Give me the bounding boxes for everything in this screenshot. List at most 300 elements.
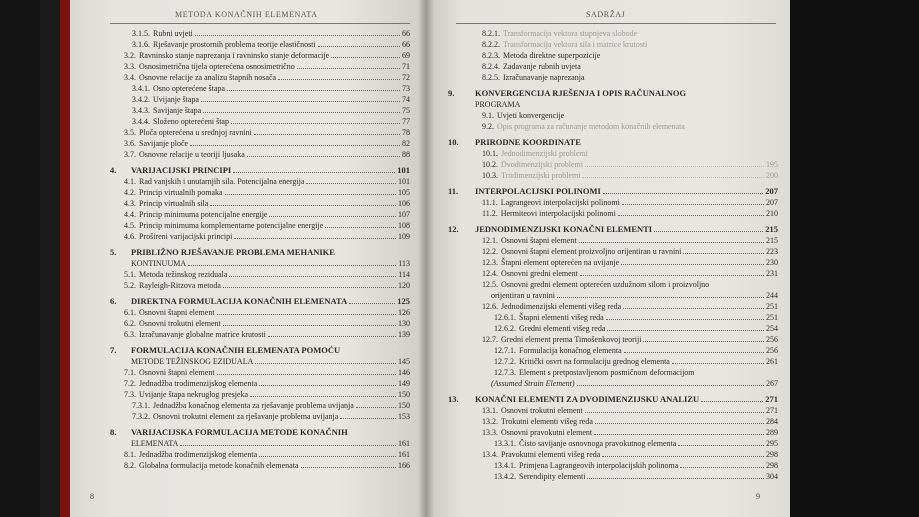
dot-leader <box>602 456 764 457</box>
header-rule <box>456 23 776 24</box>
toc-entry-number: 4.4. <box>124 210 136 219</box>
toc-entry-number: 12.7.1. <box>494 346 516 355</box>
toc-entry <box>448 28 778 39</box>
table-of-contents <box>448 28 778 482</box>
toc-entry-number: 8.2.5. <box>482 73 500 82</box>
toc-entry-number: 9.1. <box>482 111 494 120</box>
toc-entry-title: KONTINUUMA <box>131 259 187 268</box>
toc-entry-title: Hermiteovi interpolacijski polinomi <box>500 209 616 218</box>
dot-leader <box>349 303 395 304</box>
toc-entry-page: 251 <box>766 313 778 322</box>
toc-entry <box>448 197 778 208</box>
toc-entry-title: Jednadžba konačnog elementa za rješavanje problema uvijanja <box>153 401 354 410</box>
dot-leader <box>621 264 764 265</box>
toc-entry <box>110 61 410 72</box>
toc-entry-title: Globalna formulacija metode konačnih elemenata <box>139 461 299 470</box>
dot-leader <box>259 456 396 457</box>
toc-entry-title: PRIRODNE KOORDINATE <box>475 137 581 147</box>
right-page <box>426 0 790 517</box>
toc-entry-title: METODE TEŽINSKOG EZIDUALA <box>131 357 254 366</box>
toc-entry-number: 3.3. <box>124 62 136 71</box>
toc-entry-title: Osnovni štapni element proizvoljno orijentiran u ravnini <box>501 247 682 256</box>
toc-entry-number: 13.4. <box>482 450 498 459</box>
toc-entry-number: 11. <box>448 186 459 196</box>
dot-leader <box>195 35 400 36</box>
dot-leader <box>268 336 396 337</box>
toc-entry-title: Primjena Lagrangeovih interpolacijskih polinoma <box>519 461 679 470</box>
toc-entry-title: Osno opterećene štapa <box>153 84 225 93</box>
toc-entry-page: 150 <box>398 390 410 399</box>
toc-entry-title: Trokutni elementi višeg reda <box>501 417 593 426</box>
toc-entry <box>110 296 410 307</box>
toc-entry-number: 12.4. <box>482 269 498 278</box>
toc-entry-page: 120 <box>398 281 410 290</box>
toc-entry <box>448 301 778 312</box>
toc-entry <box>448 88 778 99</box>
dot-leader <box>582 177 764 178</box>
toc-entry <box>110 187 410 198</box>
toc-entry-title: Gredni element prema Timošenkovoj teoriji <box>501 335 642 344</box>
toc-entry-title: Pravokutni elementi višeg reda <box>501 450 601 459</box>
dot-leader <box>579 242 764 243</box>
toc-entry-page: 210 <box>766 209 778 218</box>
toc-entry-number: 6.1. <box>124 308 136 317</box>
dot-leader <box>217 314 396 315</box>
toc-entry <box>110 138 410 149</box>
toc-entry <box>448 268 778 279</box>
toc-entry-title: Element s pretpostavljenom posmičnom deformacijom <box>519 368 695 377</box>
toc-entry <box>448 378 778 389</box>
background-right <box>789 0 919 517</box>
toc-entry-title: INTERPOLACIJSKI POLINOMI <box>475 186 601 196</box>
toc-entry-page: 271 <box>766 406 778 415</box>
toc-entry-number: 3.7. <box>124 150 136 159</box>
toc-entry-number: 4.1. <box>124 177 136 186</box>
background-left <box>0 0 40 517</box>
toc-entry-page: 256 <box>766 335 778 344</box>
toc-entry-title: Osnovni trokutni element za rješavanje problema uvijanja <box>153 412 339 421</box>
dot-leader <box>701 401 763 402</box>
toc-entry <box>448 208 778 219</box>
toc-entry-number: 11.1. <box>482 198 498 207</box>
page-number: 9 <box>756 492 760 501</box>
toc-entry-title: Uvijanje štapa <box>153 95 199 104</box>
toc-entry <box>448 148 778 159</box>
toc-entry-number: 4.5. <box>124 221 136 230</box>
dot-leader <box>255 363 396 364</box>
toc-entry-number: 12.6. <box>482 302 498 311</box>
toc-entry-number: 13.3.1. <box>494 439 516 448</box>
toc-entry-title: Jednodimenzijski problemi <box>501 149 588 158</box>
toc-entry <box>448 460 778 471</box>
toc-entry-number: 3.4.4. <box>132 117 150 126</box>
toc-entry <box>448 72 778 83</box>
toc-entry-page: 195 <box>766 160 778 169</box>
running-header: SADRŽAJ <box>586 10 626 19</box>
toc-entry <box>110 198 410 209</box>
toc-entry <box>448 394 778 405</box>
toc-entry <box>110 411 410 422</box>
toc-entry-page: 251 <box>766 302 778 311</box>
running-header: METODA KONAČNIH ELEMENATA <box>175 10 318 19</box>
toc-entry-number: 12.6.1. <box>494 313 516 322</box>
toc-entry-page: 149 <box>398 379 410 388</box>
toc-entry-page: 298 <box>766 450 778 459</box>
toc-entry <box>110 165 410 176</box>
toc-entry-number: 12. <box>448 224 459 234</box>
toc-entry-title: Transformacija vektora stupnjeva slobode <box>503 29 638 38</box>
toc-entry-page: 231 <box>766 269 778 278</box>
toc-entry-number: 13.3. <box>482 428 498 437</box>
toc-entry-title: Izračunavanje naprezanja <box>503 73 585 82</box>
toc-entry-number: 7.3. <box>124 390 136 399</box>
dot-leader <box>259 385 396 386</box>
toc-entry-number: 7. <box>110 345 117 355</box>
toc-entry <box>110 127 410 138</box>
dot-leader <box>201 101 400 102</box>
toc-entry-number: 7.1. <box>124 368 136 377</box>
dot-leader <box>269 216 396 217</box>
dot-leader <box>356 407 396 408</box>
toc-entry <box>448 367 778 378</box>
toc-entry-number: 3.2. <box>124 51 136 60</box>
toc-entry-number: 3.4. <box>124 73 136 82</box>
toc-entry <box>110 280 410 291</box>
toc-entry-title: Princip minimuma potencijalne energije <box>139 210 268 219</box>
toc-entry-title: Osnovni pravokutni element <box>501 428 593 437</box>
toc-entry <box>110 231 410 242</box>
toc-entry-number: 4.3. <box>124 199 136 208</box>
dot-leader <box>624 352 764 353</box>
dot-leader <box>595 423 764 424</box>
toc-entry-title: Složeno opterećeni štap <box>153 117 229 126</box>
toc-entry <box>448 170 778 181</box>
toc-entry <box>110 176 410 187</box>
toc-entry-number: 13. <box>448 394 459 404</box>
toc-entry-number: 12.3. <box>482 258 498 267</box>
dot-leader <box>585 166 764 167</box>
toc-entry-page: 223 <box>766 247 778 256</box>
dot-leader <box>180 445 396 446</box>
toc-entry-title: Serendipity elementi <box>519 472 586 481</box>
toc-entry <box>110 356 410 367</box>
toc-entry <box>448 405 778 416</box>
toc-entry-page: 145 <box>398 357 410 366</box>
toc-entry-page: 105 <box>398 188 410 197</box>
toc-entry-page: 150 <box>398 401 410 410</box>
toc-entry-number: 12.6.2. <box>494 324 516 333</box>
toc-entry-title: Rubni uvjeti <box>153 29 193 38</box>
toc-entry-title: Čisto savijanje osnovnoga pravokutnog elementa <box>519 439 677 448</box>
toc-entry-number: 8.1. <box>124 450 136 459</box>
dot-leader <box>340 418 396 419</box>
toc-entry <box>110 149 410 160</box>
toc-entry-number: 10.1. <box>482 149 498 158</box>
toc-entry-title: Rad vanjskih i unutarnjih sila. Potencijalna energija <box>139 177 305 186</box>
toc-entry-number: 12.2. <box>482 247 498 256</box>
toc-entry <box>448 279 778 290</box>
toc-entry-page: 72 <box>402 73 410 82</box>
toc-entry-page: 161 <box>398 450 410 459</box>
toc-entry-page: 295 <box>766 439 778 448</box>
dot-leader <box>210 205 396 206</box>
book-gutter <box>418 0 434 517</box>
toc-entry <box>448 334 778 345</box>
toc-entry-title: Rayleigh-Ritzova metoda <box>139 281 221 290</box>
dot-leader <box>247 156 400 157</box>
dot-leader <box>622 204 764 205</box>
toc-entry-page: 298 <box>766 461 778 470</box>
toc-entry <box>110 389 410 400</box>
toc-entry <box>448 416 778 427</box>
toc-entry <box>448 235 778 246</box>
toc-entry-title: Transformacija vektora sila i matrice krutosti <box>503 40 648 49</box>
toc-entry-title: Štapni elementi višeg reda <box>519 313 604 322</box>
toc-entry <box>110 116 410 127</box>
toc-entry-title: Formulacija konačnog elementa <box>519 346 622 355</box>
toc-entry <box>110 50 410 61</box>
toc-entry-number: 12.5. <box>482 280 498 289</box>
dot-leader <box>254 134 400 135</box>
dot-leader <box>188 265 396 266</box>
dot-leader <box>607 330 764 331</box>
header-rule <box>110 23 410 24</box>
toc-entry <box>110 209 410 220</box>
toc-entry-number: 13.4.1. <box>494 461 516 470</box>
toc-entry-title: DIREKTNA FORMULACIJA KONAČNIH ELEMENATA <box>131 296 348 306</box>
toc-entry-title: Savijanje štapa <box>153 106 202 115</box>
toc-entry-number: 12.7.2. <box>494 357 516 366</box>
dot-leader <box>683 253 764 254</box>
toc-entry-page: 256 <box>766 346 778 355</box>
toc-entry-number: 3.4.1. <box>132 84 150 93</box>
dot-leader <box>603 193 763 194</box>
toc-entry-page: 109 <box>398 232 410 241</box>
toc-entry-title: Jednadžba trodimenzijskog elementa <box>139 379 258 388</box>
dot-leader <box>250 396 396 397</box>
toc-entry-title: VARIJACIJSKA FORMULACIJA METODE KONAČNIH <box>131 427 348 437</box>
toc-entry-title: JEDNODIMENZIJSKI KONAČNI ELEMENTI <box>475 224 653 234</box>
toc-entry-title: Osnosimetrična tijela opterećena osnosimetrično <box>139 62 295 71</box>
dot-leader <box>587 478 764 479</box>
toc-entry <box>110 39 410 50</box>
toc-entry-page: 106 <box>398 199 410 208</box>
toc-entry-page: 75 <box>402 106 410 115</box>
toc-entry-number: 3.6. <box>124 139 136 148</box>
toc-entry-page: 125 <box>397 296 410 306</box>
toc-entry-number: 8.2.3. <box>482 51 500 60</box>
toc-entry-title: Osnovni trokutni element <box>501 406 583 415</box>
toc-entry-title: Osnovne relacije u teoriji ljusaka <box>139 150 245 159</box>
toc-entry-page: 166 <box>398 461 410 470</box>
toc-entry <box>448 246 778 257</box>
toc-entry-title: Trodimenzijski problemi <box>501 171 581 180</box>
dot-leader <box>678 445 764 446</box>
toc-entry-title: Opis programa za računanje metodom konačnih elemenata <box>497 122 685 131</box>
dot-leader <box>594 434 764 435</box>
toc-entry-page: 82 <box>402 139 410 148</box>
toc-entry-title: (Assumed Strain Element) <box>491 379 575 388</box>
toc-entry-number: 3.4.2. <box>132 95 150 104</box>
toc-entry-number: 8. <box>110 427 117 437</box>
toc-entry-title: KONAČNI ELEMENTI ZA DVODIMENZIJSKU ANALIZU <box>475 394 700 404</box>
toc-entry-page: 161 <box>398 439 410 448</box>
toc-entry-page: 304 <box>766 472 778 481</box>
toc-entry <box>448 121 778 132</box>
toc-entry-number: 6. <box>110 296 117 306</box>
dot-leader <box>672 363 764 364</box>
toc-entry <box>110 105 410 116</box>
toc-entry-number: 8.2. <box>124 461 136 470</box>
toc-entry <box>110 83 410 94</box>
dot-leader <box>306 183 396 184</box>
toc-entry-page: 113 <box>398 259 410 268</box>
toc-entry-number: 12.7.3. <box>494 368 516 377</box>
toc-entry-number: 6.2. <box>124 319 136 328</box>
toc-entry <box>110 438 410 449</box>
toc-entry-number: 13.4.2. <box>494 472 516 481</box>
toc-entry-title: Izračunavanje globalne matrice krutosti <box>139 330 266 339</box>
toc-entry-page: 126 <box>398 308 410 317</box>
dot-leader <box>331 57 400 58</box>
toc-entry-page: 74 <box>402 95 410 104</box>
toc-entry <box>448 39 778 50</box>
toc-entry-title: orijentiran u ravnini <box>491 291 555 300</box>
toc-entry-title: PRIBLIŽNO RJEŠAVANJE PROBLEMA MEHANIKE <box>131 247 335 257</box>
toc-entry-number: 10.3. <box>482 171 498 180</box>
toc-entry <box>110 247 410 258</box>
toc-entry-page: 66 <box>402 29 410 38</box>
toc-entry-page: 153 <box>398 412 410 421</box>
toc-entry-page: 200 <box>766 171 778 180</box>
dot-leader <box>233 172 395 173</box>
toc-entry <box>448 61 778 72</box>
toc-entry-title: Uvijanje štapa nekruglog presjeka <box>139 390 249 399</box>
toc-entry-title: Jednodimenzijski elementi višeg reda <box>501 302 622 311</box>
left-page <box>70 0 426 517</box>
toc-entry-title: Princip minimuma komplementarne potencijalne energije <box>139 221 324 230</box>
toc-entry <box>110 307 410 318</box>
toc-entry <box>110 329 410 340</box>
toc-entry-title: Osnovni trokutni element <box>139 319 221 328</box>
dot-leader <box>203 112 400 113</box>
toc-entry <box>448 323 778 334</box>
toc-entry-page: 244 <box>766 291 778 300</box>
dot-leader <box>585 412 764 413</box>
toc-entry-title: FORMULACIJA KONAČNIH ELEMENATA POMOĆU <box>131 345 341 355</box>
toc-entry <box>110 378 410 389</box>
dot-leader <box>557 297 764 298</box>
toc-entry <box>110 460 410 471</box>
toc-entry-number: 7.3.1. <box>132 401 150 410</box>
toc-entry-number: 5.1. <box>124 270 136 279</box>
toc-entry-page: 77 <box>402 117 410 126</box>
toc-entry <box>448 224 778 235</box>
toc-entry-title: Ploča opterećena u srednjoj ravnini <box>139 128 252 137</box>
toc-entry-page: 73 <box>402 84 410 93</box>
toc-entry-number: 13.2. <box>482 417 498 426</box>
toc-entry-page: 78 <box>402 128 410 137</box>
toc-entry-page: 88 <box>402 150 410 159</box>
dot-leader <box>231 123 400 124</box>
toc-entry <box>448 345 778 356</box>
toc-entry-title: Savijanje ploče <box>139 139 189 148</box>
toc-entry-number: 8.2.2. <box>482 40 500 49</box>
toc-entry-title: Ravninsko stanje naprezanja i ravninsko stanje deformacije <box>139 51 330 60</box>
dot-leader <box>301 467 397 468</box>
toc-entry-number: 7.2. <box>124 379 136 388</box>
toc-entry-number: 11.2. <box>482 209 498 218</box>
toc-entry-title: Uvjeti konvergencije <box>497 111 565 120</box>
dot-leader <box>325 227 396 228</box>
toc-entry <box>110 345 410 356</box>
toc-entry <box>110 449 410 460</box>
toc-entry-page: 101 <box>397 165 410 175</box>
toc-entry-title: Metoda težinskog reziduala <box>139 270 228 279</box>
dot-leader <box>190 145 400 146</box>
toc-entry <box>448 159 778 170</box>
toc-entry-title: PROGRAMA <box>475 100 521 109</box>
toc-entry-number: 4.6. <box>124 232 136 241</box>
toc-entry <box>448 50 778 61</box>
toc-entry-title: Štapni element opterećen na uvijanje <box>501 258 620 267</box>
toc-entry-number: 3.1.5. <box>132 29 150 38</box>
toc-entry <box>448 449 778 460</box>
toc-entry-page: 69 <box>402 51 410 60</box>
toc-entry-title: Lagrangeovi interpolacijski polinomi <box>500 198 620 207</box>
toc-entry <box>110 94 410 105</box>
dot-leader <box>297 68 400 69</box>
table-of-contents <box>110 28 410 471</box>
toc-entry <box>110 72 410 83</box>
dot-leader <box>618 215 764 216</box>
toc-entry <box>448 99 778 110</box>
dot-leader <box>654 231 763 232</box>
dot-leader <box>225 194 396 195</box>
dot-leader <box>217 374 396 375</box>
toc-entry-page: 261 <box>766 357 778 366</box>
toc-entry-title: Osnovni gredni element <box>501 269 578 278</box>
toc-entry <box>448 257 778 268</box>
toc-entry-number: 9. <box>448 88 455 98</box>
toc-entry-page: 254 <box>766 324 778 333</box>
toc-entry-page: 146 <box>398 368 410 377</box>
toc-entry <box>110 400 410 411</box>
toc-entry <box>110 318 410 329</box>
dot-leader <box>318 46 400 47</box>
toc-entry-number: 12.7. <box>482 335 498 344</box>
toc-entry-page: 289 <box>766 428 778 437</box>
toc-entry-title: Osnovne relacije za analizu štapnih nosača <box>139 73 277 82</box>
toc-entry-page: 215 <box>765 224 778 234</box>
dot-leader <box>580 275 764 276</box>
toc-entry-title: Dvodimenzijski problemi <box>501 160 583 169</box>
dot-leader <box>623 308 764 309</box>
toc-entry-number: 10. <box>448 137 459 147</box>
toc-entry-title: Prošireni varijacijski principi <box>139 232 233 241</box>
toc-entry-page: 130 <box>398 319 410 328</box>
toc-entry-number: 5. <box>110 247 117 257</box>
toc-entry-page: 230 <box>766 258 778 267</box>
toc-entry-title: Gredni elementi višeg reda <box>519 324 606 333</box>
dot-leader <box>606 319 764 320</box>
dot-leader <box>227 90 400 91</box>
toc-entry-page: 107 <box>398 210 410 219</box>
toc-entry-page: 71 <box>402 62 410 71</box>
toc-entry <box>448 137 778 148</box>
dot-leader <box>278 79 400 80</box>
dot-leader <box>234 238 396 239</box>
